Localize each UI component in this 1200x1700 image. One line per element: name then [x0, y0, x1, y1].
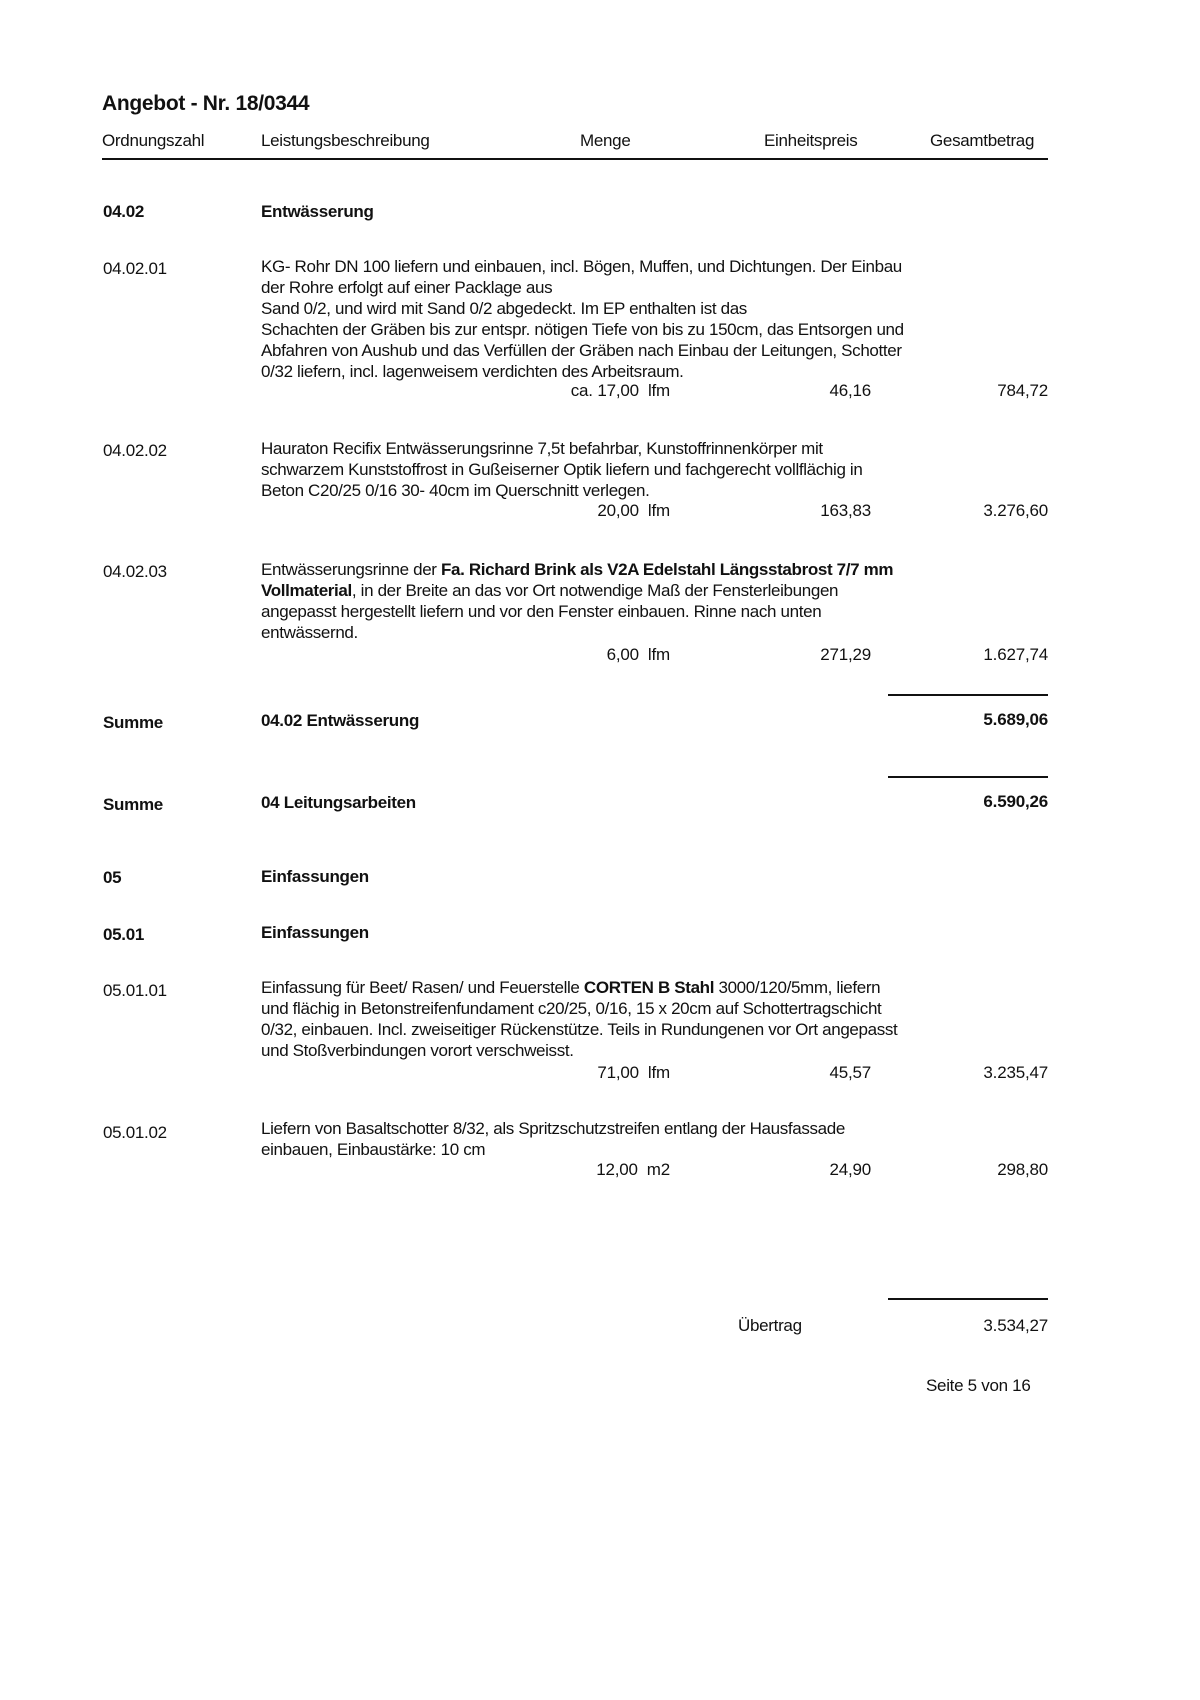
header-rule: [102, 158, 1048, 160]
sum-value: 6.590,26: [983, 792, 1048, 811]
section-number: 05.01: [103, 925, 145, 944]
description-line: 0/32, einbauen. Incl. zweiseitiger Rückenstütze. Teils in Rundungenen vor Ort angepasst: [261, 1020, 898, 1039]
description-line: [261, 977, 1021, 998]
description-line: entwässernd.: [261, 623, 358, 642]
item-quantity: 12,00 m2: [596, 1160, 670, 1179]
sum-rule: [888, 776, 1048, 778]
item-number: 04.02.01: [103, 259, 167, 278]
description-line: [261, 559, 1021, 580]
description-line: Sand 0/2, und wird mit Sand 0/2 abgedeckt. Im EP enthalten ist das: [261, 299, 747, 318]
sum-value: 5.689,06: [983, 710, 1048, 729]
description-line: und Stoßverbindungen vorort verschweisst.: [261, 1041, 574, 1060]
item-quantity: ca. 17,00 lfm: [570, 381, 670, 400]
page-number: Seite 5 von 16: [926, 1376, 1031, 1395]
item-unit-price: 45,57: [829, 1063, 871, 1082]
item-unit-price: 46,16: [829, 381, 871, 400]
section-number: 04.02: [103, 202, 145, 221]
document-title: Angebot - Nr. 18/0344: [102, 92, 310, 115]
item-number: 05.01.01: [103, 981, 167, 1000]
item-quantity: 6,00 lfm: [606, 645, 670, 664]
section-title: Einfassungen: [261, 923, 369, 942]
item-total: 298,80: [997, 1160, 1048, 1179]
sum-rule: [888, 694, 1048, 696]
item-description: [261, 1118, 1021, 1160]
item-description: [261, 438, 1021, 501]
column-header-gesamtbetrag: Gesamtbetrag: [930, 131, 1035, 150]
description-bold-text: Vollmaterial: [261, 581, 352, 600]
item-total: 3.276,60: [983, 501, 1048, 520]
description-line: KG- Rohr DN 100 liefern und einbauen, incl. Bögen, Muffen, und Dichtungen. Der Einbau: [261, 257, 902, 276]
description-text: 3000/120/5mm, liefern: [714, 978, 881, 997]
description-line: der Rohre erfolgt auf einer Packlage aus: [261, 278, 553, 297]
item-description: [261, 559, 1021, 643]
item-total: 784,72: [997, 381, 1048, 400]
column-header-menge: Menge: [580, 131, 631, 150]
description-bold-text: Fa. Richard Brink als V2A Edelstahl Längsstabrost 7/7 mm: [441, 560, 894, 579]
description-text: , in der Breite an das vor Ort notwendige Maß der Fensterleibungen: [351, 581, 839, 600]
description-line: und flächig in Betonstreifenfundament c20/25, 0/16, 15 x 20cm auf Schottertragschicht: [261, 999, 882, 1018]
description-bold-text: CORTEN B Stahl: [583, 978, 715, 997]
description-line: Beton C20/25 0/16 30- 40cm im Querschnitt verlegen.: [261, 481, 650, 500]
description-line: Liefern von Basaltschotter 8/32, als Spritzschutzstreifen entlang der Hausfassade: [261, 1119, 845, 1138]
sum-label: Summe: [103, 795, 163, 814]
section-title: Entwässerung: [261, 202, 374, 221]
column-header-leistungsbeschreibung: Leistungsbeschreibung: [261, 131, 430, 150]
description-text: Einfassung für Beet/ Rasen/ und Feuerstelle: [261, 978, 584, 997]
item-quantity: 71,00 lfm: [597, 1063, 670, 1082]
sum-title: 04.02 Entwässerung: [261, 711, 420, 730]
description-line: 0/32 liefern, incl. lagenweisem verdichten des Arbeitsraum.: [261, 362, 684, 381]
item-quantity: 20,00 lfm: [597, 501, 670, 520]
uebertrag-value: 3.534,27: [983, 1316, 1048, 1335]
sum-title: 04 Leitungsarbeiten: [261, 793, 416, 812]
item-description: [261, 256, 1021, 382]
description-line: Schachten der Gräben bis zur entspr. nötigen Tiefe von bis zu 150cm, das Entsorgen und: [261, 320, 904, 339]
item-number: 04.02.02: [103, 441, 167, 460]
description-line: Hauraton Recifix Entwässerungsrinne 7,5t befahrbar, Kunstoffrinnenkörper mit: [261, 439, 823, 458]
item-unit-price: 24,90: [829, 1160, 871, 1179]
column-header-ordnungszahl: Ordnungszahl: [102, 131, 205, 150]
description-line: schwarzem Kunststoffrost in Gußeiserner Optik liefern und fachgerecht vollflächig in: [261, 460, 863, 479]
description-line: [261, 580, 1021, 601]
uebertrag-label: Übertrag: [738, 1316, 802, 1335]
item-description: [261, 977, 1021, 1061]
item-number: 04.02.03: [103, 562, 167, 581]
description-line: angepasst hergestellt liefern und vor den Fenster einbauen. Rinne nach unten: [261, 602, 822, 621]
item-total: 3.235,47: [983, 1063, 1048, 1082]
section-number: 05: [103, 868, 122, 887]
item-total: 1.627,74: [983, 645, 1048, 664]
item-unit-price: 163,83: [820, 501, 871, 520]
item-number: 05.01.02: [103, 1123, 167, 1142]
column-header-einheitspreis: Einheitspreis: [764, 131, 858, 150]
section-title: Einfassungen: [261, 867, 369, 886]
item-unit-price: 271,29: [820, 645, 871, 664]
description-line: einbauen, Einbaustärke: 10 cm: [261, 1140, 486, 1159]
uebertrag-rule: [888, 1298, 1048, 1300]
description-text: Entwässerungsrinne der: [261, 560, 441, 579]
description-line: Abfahren von Aushub und das Verfüllen der Gräben nach Einbau der Leitungen, Schotter: [261, 341, 902, 360]
sum-label: Summe: [103, 713, 163, 732]
